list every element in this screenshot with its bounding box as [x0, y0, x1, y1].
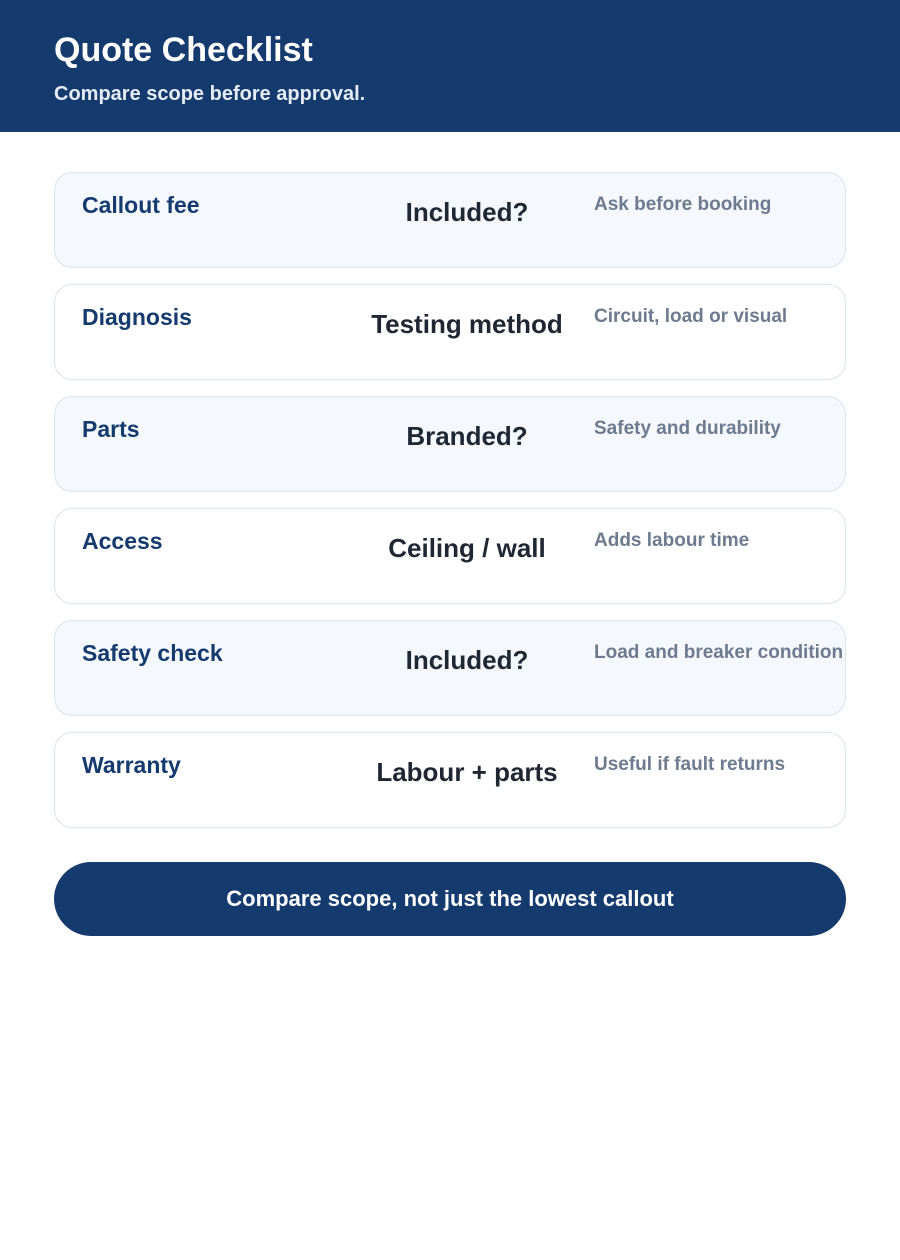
- row-label: Access: [82, 528, 163, 554]
- row-value: Ceiling / wall: [388, 533, 546, 563]
- row-label: Callout fee: [82, 192, 200, 218]
- row-note: Safety and durability: [594, 418, 781, 439]
- row-value: Testing method: [371, 309, 563, 339]
- row-note: Adds labour time: [594, 530, 750, 551]
- header-banner: [0, 0, 900, 132]
- row-label: Diagnosis: [82, 304, 192, 330]
- checklist: [54, 172, 846, 844]
- checklist-row-warranty: [54, 732, 846, 828]
- page-subtitle: Compare scope before approval.: [54, 83, 366, 105]
- row-label: Warranty: [82, 752, 181, 778]
- row-note: Useful if fault returns: [594, 754, 786, 775]
- page-title: Quote Checklist: [54, 31, 313, 69]
- checklist-row-callout-fee: [54, 172, 846, 268]
- checklist-row-safety-check: [54, 620, 846, 716]
- compare-scope-button[interactable]: Compare scope, not just the lowest callout: [54, 862, 846, 936]
- checklist-row-parts: [54, 396, 846, 492]
- row-label: Safety check: [82, 640, 223, 666]
- row-value: Included?: [405, 645, 529, 675]
- row-value: Included?: [405, 197, 529, 227]
- checklist-row-diagnosis: [54, 284, 846, 380]
- row-note: Circuit, load or visual: [594, 306, 788, 327]
- row-label: Parts: [82, 416, 140, 442]
- row-note: Load and breaker condition: [594, 642, 844, 663]
- row-value: Branded?: [406, 421, 528, 451]
- row-value: Labour + parts: [376, 757, 558, 787]
- row-note: Ask before booking: [594, 194, 772, 215]
- checklist-row-access: [54, 508, 846, 604]
